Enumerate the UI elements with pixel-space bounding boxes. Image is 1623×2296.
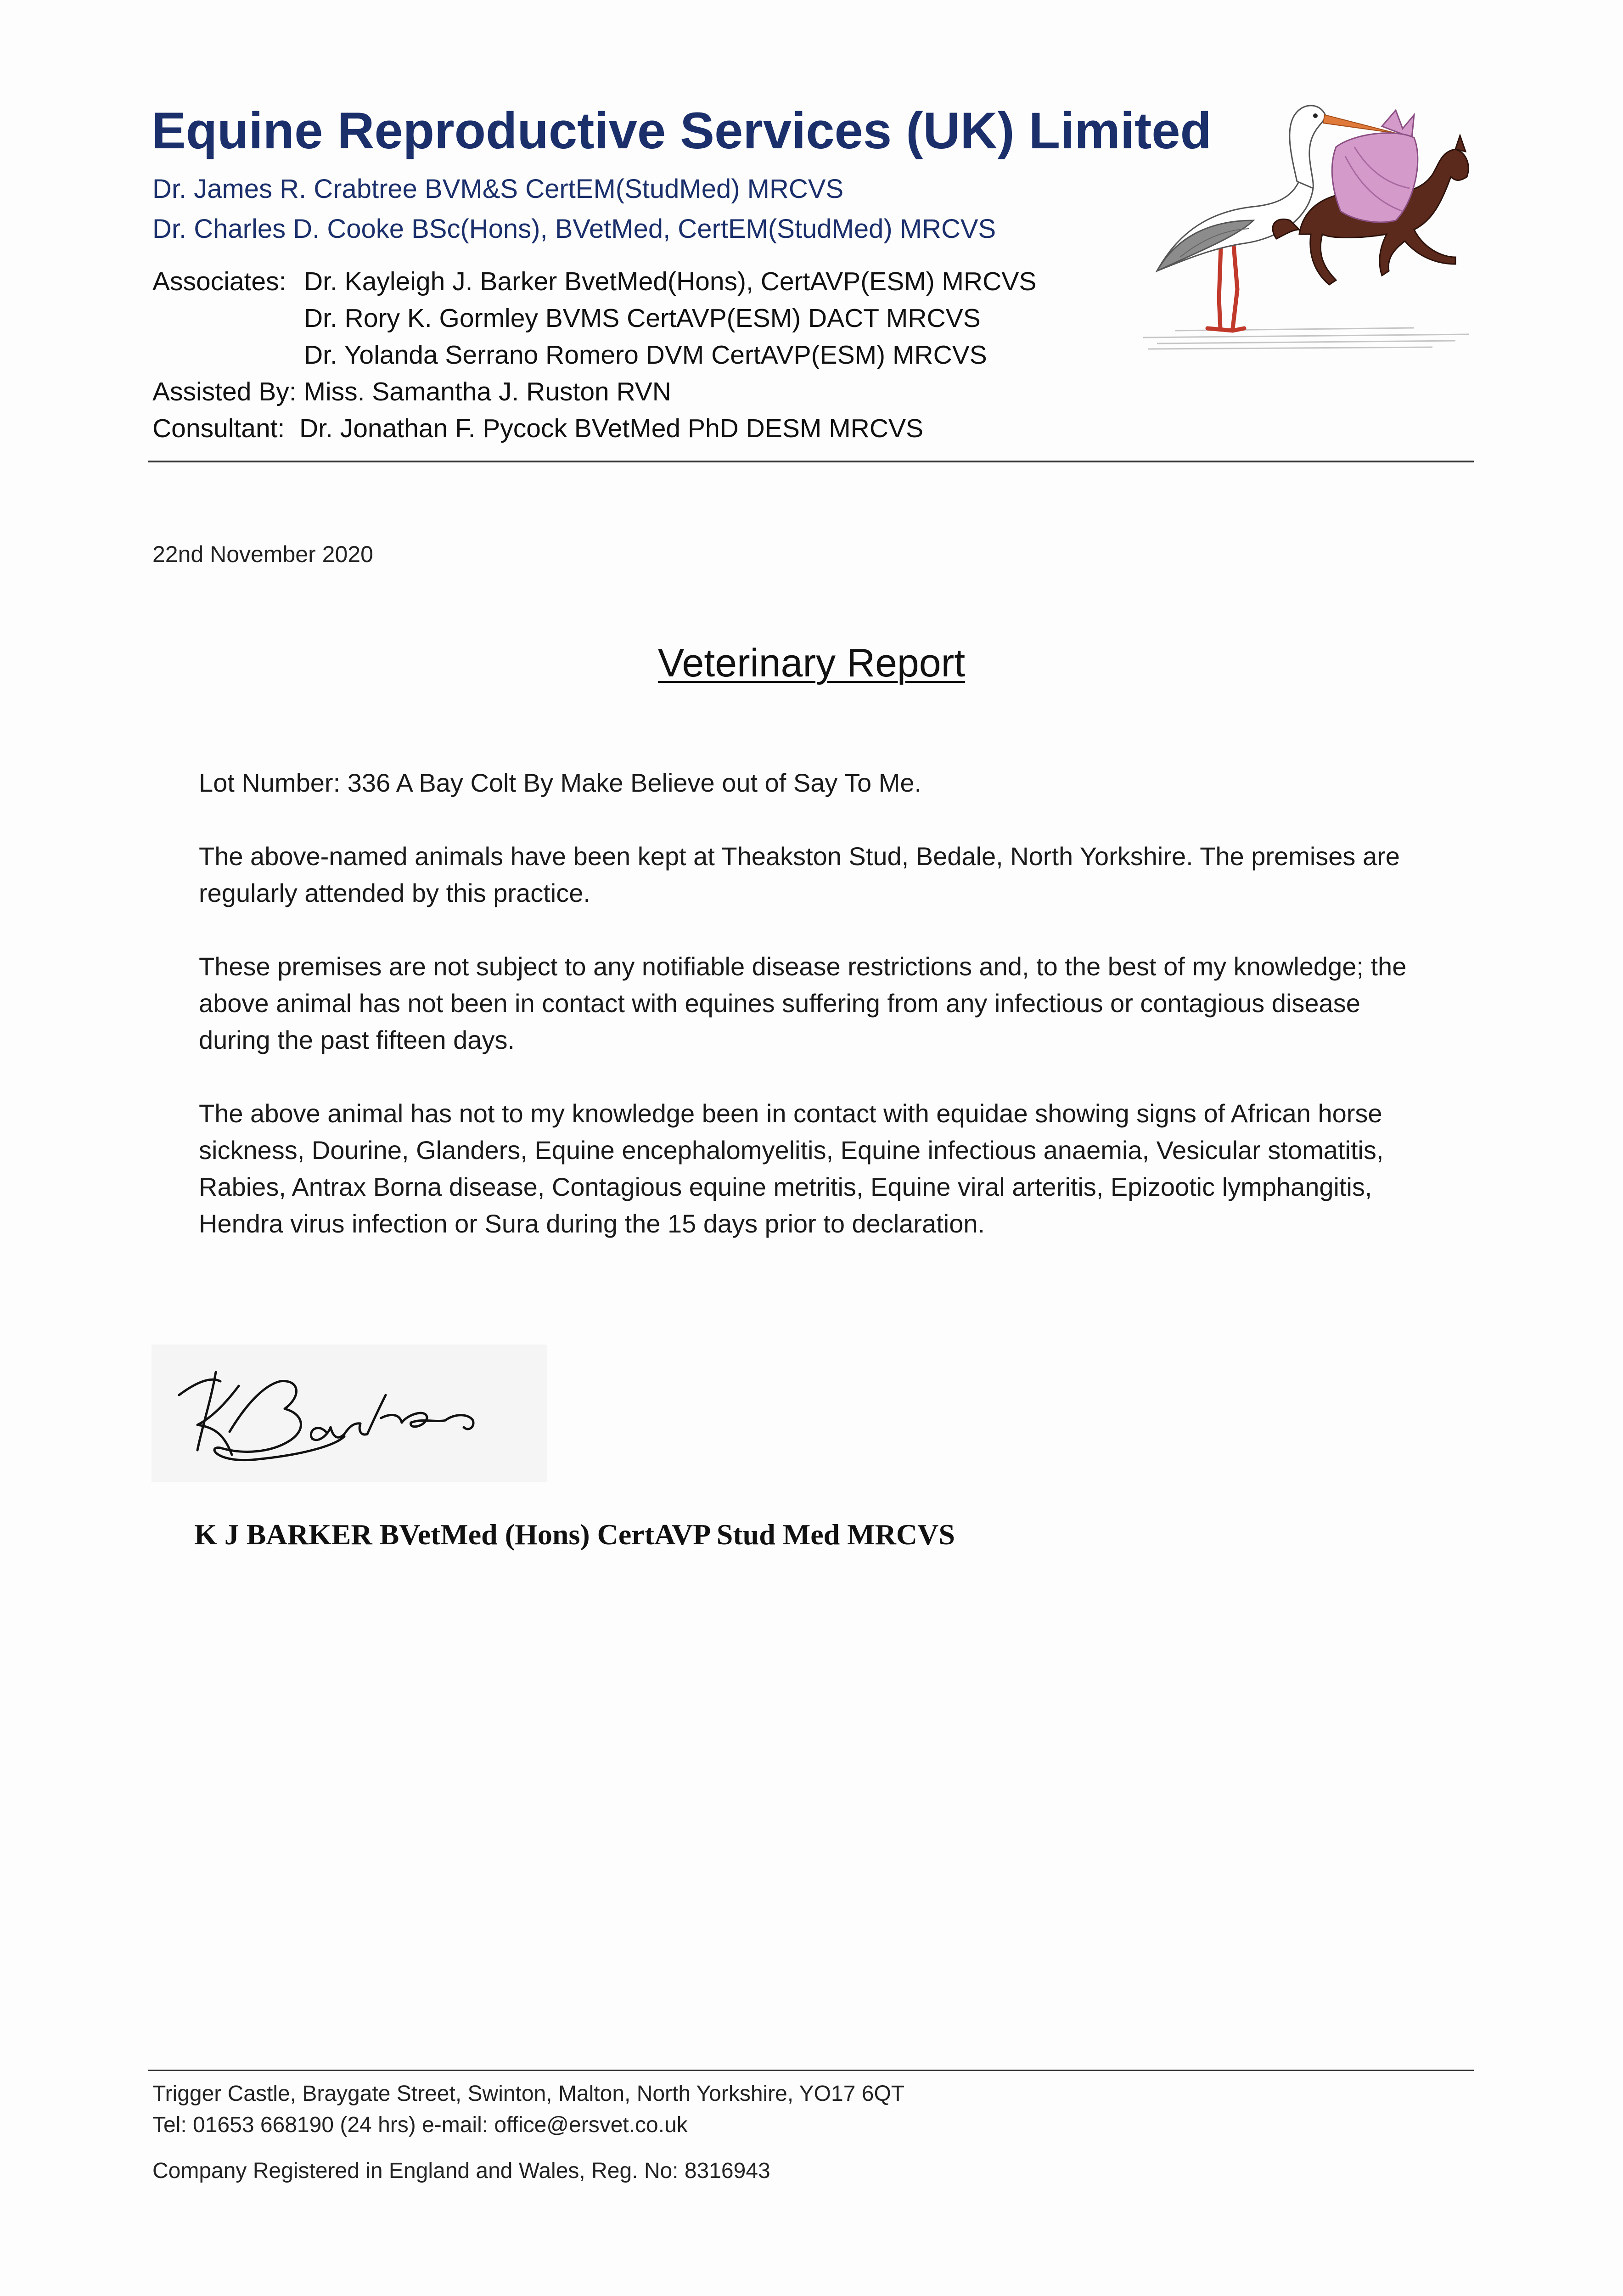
signatory-name: K J BARKER BVetMed (Hons) CertAVP Stud Med MRCVS	[194, 1518, 955, 1551]
associates-row	[152, 303, 981, 333]
associate-name: Dr. Yolanda Serrano Romero DVM CertAVP(ESM) MRCVS	[304, 340, 987, 370]
footer-address: Trigger Castle, Braygate Street, Swinton, Malton, North Yorkshire, YO17 6QT	[152, 2082, 905, 2106]
associate-name: Dr. Rory K. Gormley BVMS CertAVP(ESM) DACT MRCVS	[304, 304, 981, 333]
footer-divider	[148, 2070, 1474, 2071]
principal-vet: Dr. Charles D. Cooke BSc(Hons), BVetMed, CertEM(StudMed) MRCVS	[152, 214, 996, 244]
footer-registration: Company Registered in England and Wales, Reg. No: 8316943	[152, 2159, 770, 2183]
associate-name: Dr. Kayleigh J. Barker BvetMed(Hons), CertAVP(ESM) MRCVS	[304, 267, 1037, 296]
report-date: 22nd November 2020	[152, 541, 373, 567]
assisted-label: Assisted By:	[152, 377, 297, 406]
associates-label: Associates:	[152, 267, 286, 296]
header-divider	[148, 461, 1474, 462]
report-title: Veterinary Report	[657, 641, 966, 685]
handwritten-signature-icon	[152, 1345, 547, 1482]
stork-carrying-foal-logo-icon	[1139, 83, 1478, 358]
company-name: Equine Reproductive Services (UK) Limited	[152, 102, 1212, 159]
premises-paragraph: The above-named animals have been kept at Theakston Stud, Bedale, North Yorkshire. The premises are regularly attended by this practice.	[199, 842, 1400, 907]
associates-row	[152, 340, 987, 370]
disease-restrictions-paragraph: These premises are not subject to any notifiable disease restrictions and, to the best of my knowledge; the above animal has not been in contact with equines suffering from any infectious or contagious disease during the past fifteen days.	[199, 952, 1407, 1054]
assistant-name: Miss. Samantha J. Ruston RVN	[303, 377, 671, 406]
consultant-row	[152, 413, 923, 444]
principal-vet: Dr. James R. Crabtree BVM&S CertEM(StudMed) MRCVS	[152, 174, 844, 204]
consultant-label: Consultant:	[152, 414, 285, 443]
equidae-contact-paragraph: The above animal has not to my knowledge been in contact with equidae showing signs of African horse sickness, Dourine, Glanders, Equine encephalomyelitis, Equine infectious anaemia, Vesicular stomatitis, Rabies, Antrax Borna disease, Contagious equine metritis, Equine viral arteritis, Epizootic lymphangitis, Hendra virus infection or Sura during the 15 days prior to declaration.	[199, 1099, 1384, 1238]
associates-row	[152, 266, 1036, 297]
assisted-row	[152, 377, 671, 407]
lot-number-paragraph: Lot Number: 336 A Bay Colt By Make Believe out of Say To Me.	[199, 768, 922, 797]
footer-contact: Tel: 01653 668190 (24 hrs) e-mail: office@ersvet.co.uk	[152, 2113, 688, 2137]
consultant-name: Dr. Jonathan F. Pycock BVetMed PhD DESM MRCVS	[299, 414, 924, 443]
